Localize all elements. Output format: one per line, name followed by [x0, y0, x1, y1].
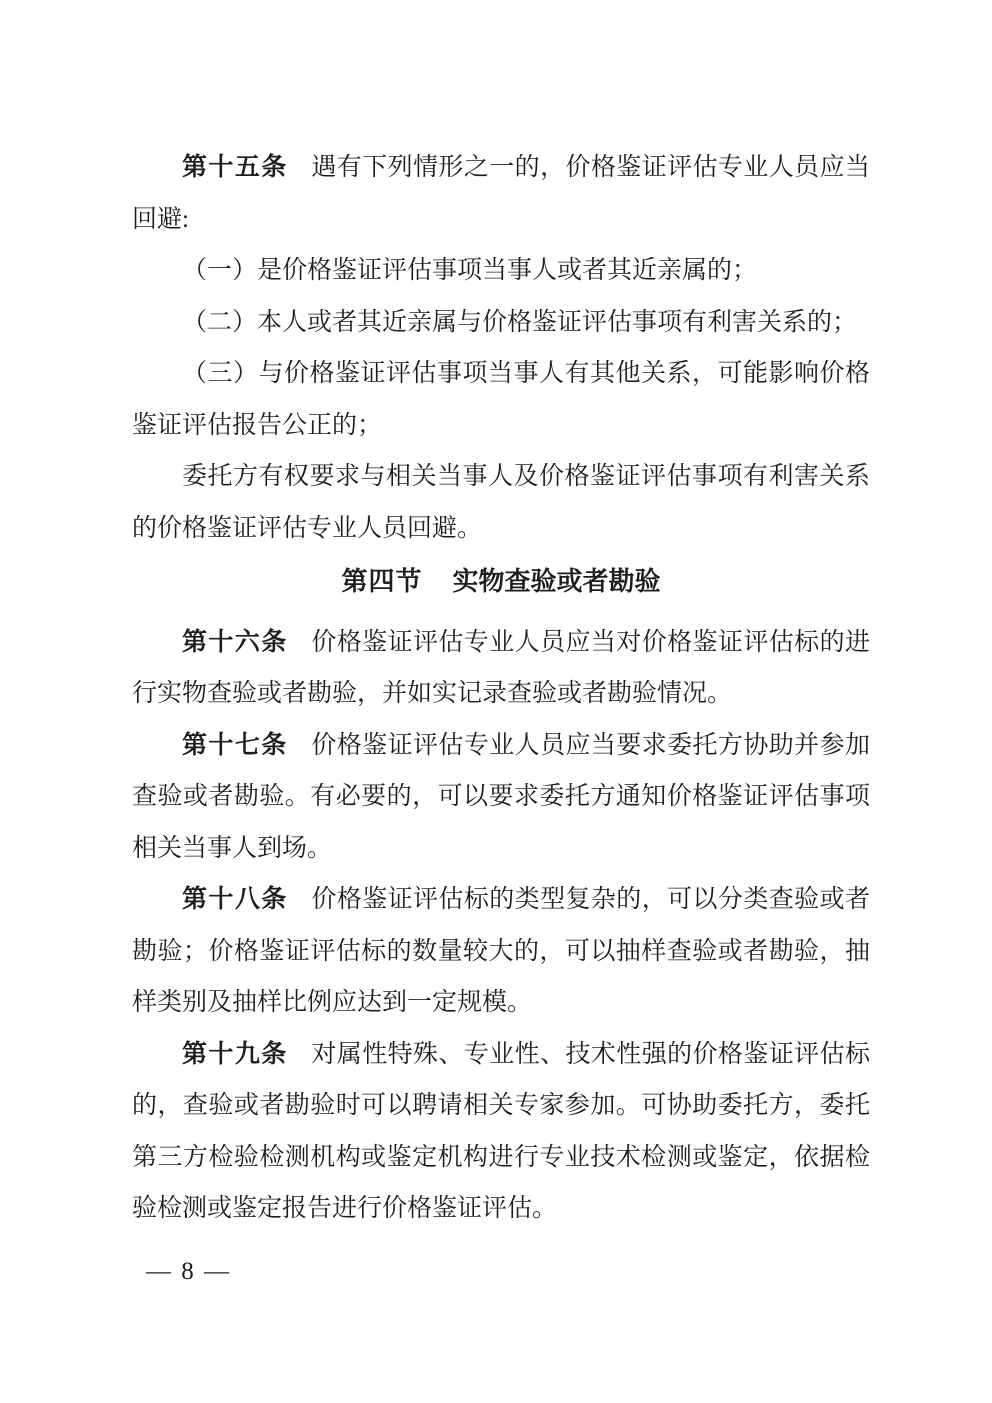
article-17-number: 第十七条 — [182, 731, 288, 759]
article-16-number: 第十六条 — [182, 628, 288, 656]
article-15-closing-paragraph: 委托方有权要求与相关当事人及价格鉴证评估事项有利害关系的价格鉴证评估专业人员回避。 — [132, 463, 870, 542]
article-15-item-2: （二）本人或者其近亲属与价格鉴证评估事项有利害关系的； — [182, 308, 858, 336]
article-19-number: 第十九条 — [182, 1040, 288, 1068]
article-16-text: 价格鉴证评估专业人员应当对价格鉴证评估标的进行实物查验或者勘验，并如实记录查验或者勘验情况。 — [132, 628, 870, 707]
article-17-paragraph — [132, 720, 870, 875]
section-4-title: 实物查验或者勘验 — [452, 567, 661, 596]
section-4-number: 第四节 — [341, 567, 423, 596]
article-19-paragraph — [132, 1029, 870, 1235]
page-number: — 8 — — [146, 1258, 231, 1285]
document-body — [132, 142, 870, 1235]
article-17-text: 价格鉴证评估专业人员应当要求委托方协助并参加查验或者勘验。有必要的，可以要求委托方通知价格鉴证评估事项相关当事人到场。 — [132, 731, 870, 862]
article-15-item-1: （一）是价格鉴证评估事项当事人或者其近亲属的； — [182, 257, 758, 284]
article-16-paragraph — [132, 617, 870, 720]
article-18-text: 价格鉴证评估标的类型复杂的，可以分类查验或者勘验；价格鉴证评估标的数量较大的，可以抽样查验或者勘验，抽样类别及抽样比例应达到一定规模。 — [132, 886, 870, 1016]
article-19-text: 对属性特殊、专业性、技术性强的价格鉴证评估标的，查验或者勘验时可以聘请相关专家参加。可协助委托方，委托第三方检验检测机构或鉴定机构进行专业技术检测或鉴定，依据检验检测或鉴定报告进行价格鉴证评估。 — [132, 1040, 870, 1222]
article-15-item-3: （三）与价格鉴证评估事项当事人有其他关系，可能影响价格鉴证评估报告公正的； — [132, 360, 870, 439]
article-15-number: 第十五条 — [182, 154, 288, 181]
article-15-paragraph — [132, 142, 870, 245]
article-18-number: 第十八条 — [182, 886, 288, 913]
section-4-heading — [132, 556, 870, 608]
article-15-text: 遇有下列情形之一的，价格鉴证评估专业人员应当回避: — [132, 154, 870, 233]
article-18-paragraph — [132, 874, 870, 1029]
